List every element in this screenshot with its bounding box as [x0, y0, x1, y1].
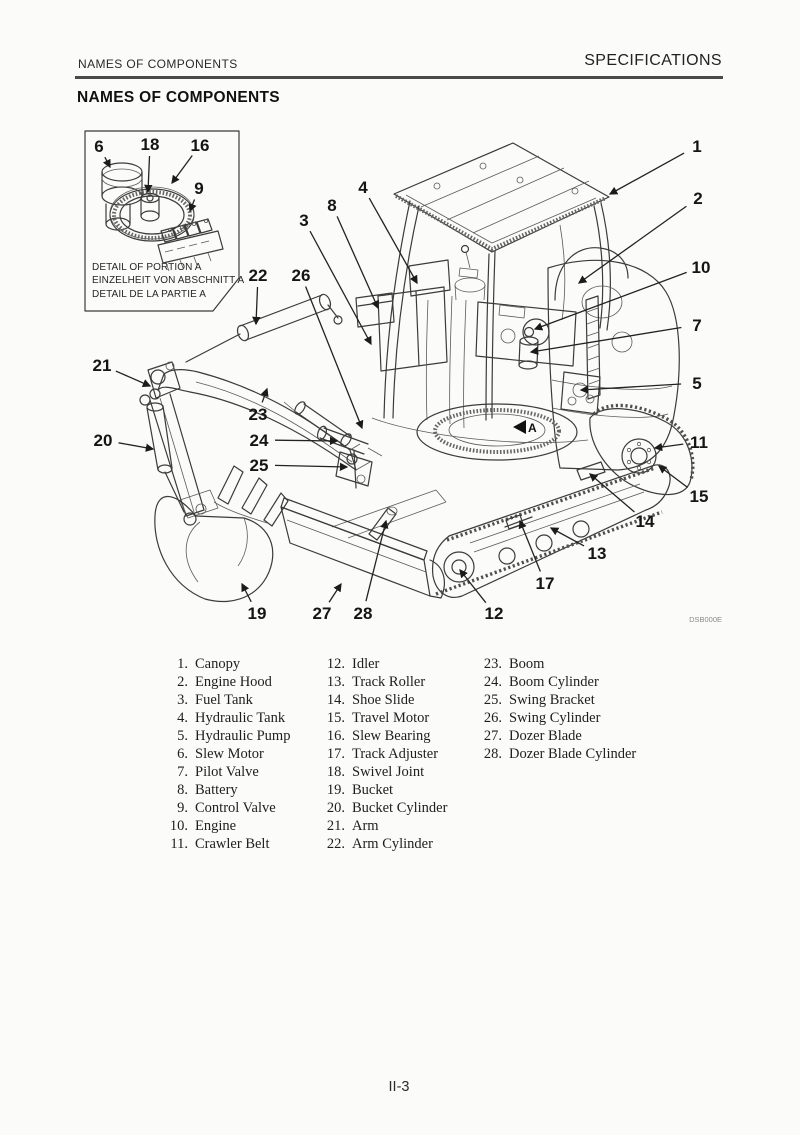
part-name: Bucket [352, 782, 394, 798]
part-name: Canopy [195, 656, 241, 672]
callout-number: 20 [93, 431, 113, 450]
callout-number: 9 [194, 179, 204, 198]
parts-list-item [474, 673, 636, 691]
part-number: 25. [483, 692, 502, 708]
parts-list-item [317, 673, 447, 691]
callout-leader [337, 216, 378, 308]
part-name: Boom [509, 656, 545, 672]
callout-number: 25 [249, 456, 269, 475]
callout-number: 10 [691, 258, 711, 277]
callout-leader [655, 444, 683, 448]
callout-number: 6 [94, 137, 104, 156]
part-number: 22. [326, 836, 345, 852]
callout-leader [306, 286, 362, 428]
parts-list-item [317, 817, 447, 835]
callout-number: 21 [92, 356, 112, 375]
part-name: Track Adjuster [352, 746, 439, 762]
part-name: Swivel Joint [352, 764, 425, 780]
parts-list-item [474, 745, 636, 763]
page-number: II-3 [388, 1079, 410, 1095]
part-name: Engine [195, 818, 237, 834]
callout-number: 12 [484, 604, 504, 623]
part-name: Dozer Blade [509, 728, 582, 744]
caption-line-en: DETAIL OF PORTION A [92, 262, 202, 273]
callout-leader [579, 206, 686, 283]
part-number: 28. [483, 746, 502, 762]
parts-list-item [474, 727, 636, 745]
parts-list-item [160, 781, 290, 799]
part-number: 5. [177, 728, 188, 744]
part-name: Fuel Tank [195, 692, 253, 708]
parts-list-item [317, 691, 447, 709]
callout-number: 22 [248, 266, 268, 285]
portion-a-label: A [528, 421, 537, 435]
part-number: 20. [326, 800, 345, 816]
part-name: Dozer Blade Cylinder [509, 746, 637, 762]
part-number: 9. [177, 800, 188, 816]
part-number: 18. [326, 764, 345, 780]
callout-leader [329, 584, 341, 602]
callout-number: 7 [692, 316, 702, 335]
callout-number: 2 [693, 189, 703, 208]
part-name: Pilot Valve [195, 764, 259, 780]
part-number: 6. [177, 746, 188, 762]
part-number: 21. [326, 818, 345, 834]
part-number: 1. [177, 656, 188, 672]
callout-number: 17 [535, 574, 555, 593]
part-number: 3. [177, 692, 188, 708]
part-number: 4. [177, 710, 188, 726]
figure-svg [0, 120, 800, 655]
header-rule [75, 76, 723, 79]
parts-list-item [160, 673, 290, 691]
parts-list-item [160, 817, 290, 835]
header-section-label: NAMES OF COMPONENTS [78, 57, 238, 71]
callout-leader [172, 156, 192, 183]
part-number: 12. [326, 656, 345, 672]
part-number: 17. [326, 746, 345, 762]
part-number: 7. [177, 764, 188, 780]
callout-layer [93, 135, 711, 623]
part-name: Track Roller [352, 674, 426, 690]
part-number: 19. [326, 782, 345, 798]
part-number: 10. [169, 818, 188, 834]
callout-leader [310, 231, 371, 344]
part-name: Engine Hood [195, 674, 272, 690]
caption-line-fr: DETAIL DE LA PARTIE A [92, 288, 206, 300]
part-name: Hydraulic Pump [195, 728, 291, 744]
parts-list-item [317, 799, 447, 817]
figure-code: DSB000E [689, 615, 722, 624]
parts-list-item [317, 709, 447, 727]
part-name: Swing Cylinder [509, 710, 601, 726]
part-name: Boom Cylinder [509, 674, 599, 690]
parts-list-item [317, 763, 447, 781]
part-name: Arm [352, 818, 379, 834]
part-number: 23. [483, 656, 502, 672]
callout-leader [369, 198, 417, 283]
part-number: 2. [177, 674, 188, 690]
part-name: Shoe Slide [352, 692, 415, 708]
parts-column-1 [160, 655, 290, 853]
callout-number: 23 [248, 405, 268, 424]
part-number: 14. [326, 692, 345, 708]
callout-number: 13 [587, 544, 607, 563]
header-chapter-label: SPECIFICATIONS [584, 52, 722, 69]
part-name: Arm Cylinder [352, 836, 433, 852]
callout-number: 5 [692, 374, 702, 393]
excavator-drawing [140, 143, 693, 601]
callout-leader [659, 466, 688, 488]
part-number: 26. [483, 710, 502, 726]
parts-column-2 [317, 655, 447, 853]
parts-list-item [474, 709, 636, 727]
callout-leader [531, 328, 681, 352]
callout-leader [148, 156, 150, 192]
part-number: 11. [170, 836, 188, 852]
callout-number: 24 [249, 431, 269, 450]
detail-inset-caption [92, 261, 244, 301]
parts-list-item [317, 655, 447, 673]
callout-number: 1 [692, 137, 702, 156]
part-name: Hydraulic Tank [195, 710, 286, 726]
parts-list-item [474, 691, 636, 709]
parts-list-item [474, 655, 636, 673]
callout-number: 14 [635, 512, 655, 531]
callout-leader [242, 584, 251, 602]
callout-leader [119, 443, 153, 449]
part-number: 15. [326, 710, 345, 726]
part-name: Slew Bearing [352, 728, 431, 744]
callout-number: 16 [190, 136, 210, 155]
parts-list-item [160, 835, 290, 853]
part-number: 27. [483, 728, 502, 744]
parts-list-item [317, 745, 447, 763]
parts-list-item [317, 727, 447, 745]
part-name: Bucket Cylinder [352, 800, 448, 816]
callout-leader [116, 371, 150, 386]
callout-leader [256, 287, 258, 324]
part-name: Control Valve [195, 800, 276, 816]
parts-list-item [160, 727, 290, 745]
callout-number: 3 [299, 211, 309, 230]
parts-list-item [160, 763, 290, 781]
callout-leader [275, 440, 337, 441]
parts-list-item [160, 799, 290, 817]
part-name: Idler [352, 656, 380, 672]
part-name: Slew Motor [195, 746, 264, 762]
part-number: 16. [326, 728, 345, 744]
page-title: NAMES OF COMPONENTS [77, 89, 280, 106]
callout-leader [275, 465, 347, 467]
part-number: 24. [483, 674, 502, 690]
callout-number: 28 [353, 604, 373, 623]
parts-list-item [160, 745, 290, 763]
callout-number: 11 [690, 433, 708, 452]
part-name: Travel Motor [352, 710, 430, 726]
parts-list-item [160, 655, 290, 673]
callout-leader [366, 521, 386, 601]
callout-number: 27 [312, 604, 332, 623]
callout-number: 4 [358, 178, 368, 197]
callout-leader [610, 153, 684, 194]
portion-a-marker [513, 420, 537, 435]
part-name: Swing Bracket [509, 692, 595, 708]
parts-list-item [160, 709, 290, 727]
callout-number: 26 [291, 266, 311, 285]
part-name: Battery [195, 782, 238, 798]
callout-number: 8 [327, 196, 337, 215]
part-number: 13. [326, 674, 345, 690]
figure-area [0, 120, 800, 655]
part-number: 8. [177, 782, 188, 798]
parts-list-item [317, 835, 447, 853]
callout-number: 18 [140, 135, 160, 154]
part-name: Crawler Belt [195, 836, 270, 852]
caption-line-de: EINZELHEIT VON ABSCHNITT A [92, 275, 245, 287]
parts-list-item [317, 781, 447, 799]
callout-number: 19 [247, 604, 267, 623]
parts-column-3 [474, 655, 636, 763]
callout-number: 15 [689, 487, 709, 506]
parts-list-item [160, 691, 290, 709]
